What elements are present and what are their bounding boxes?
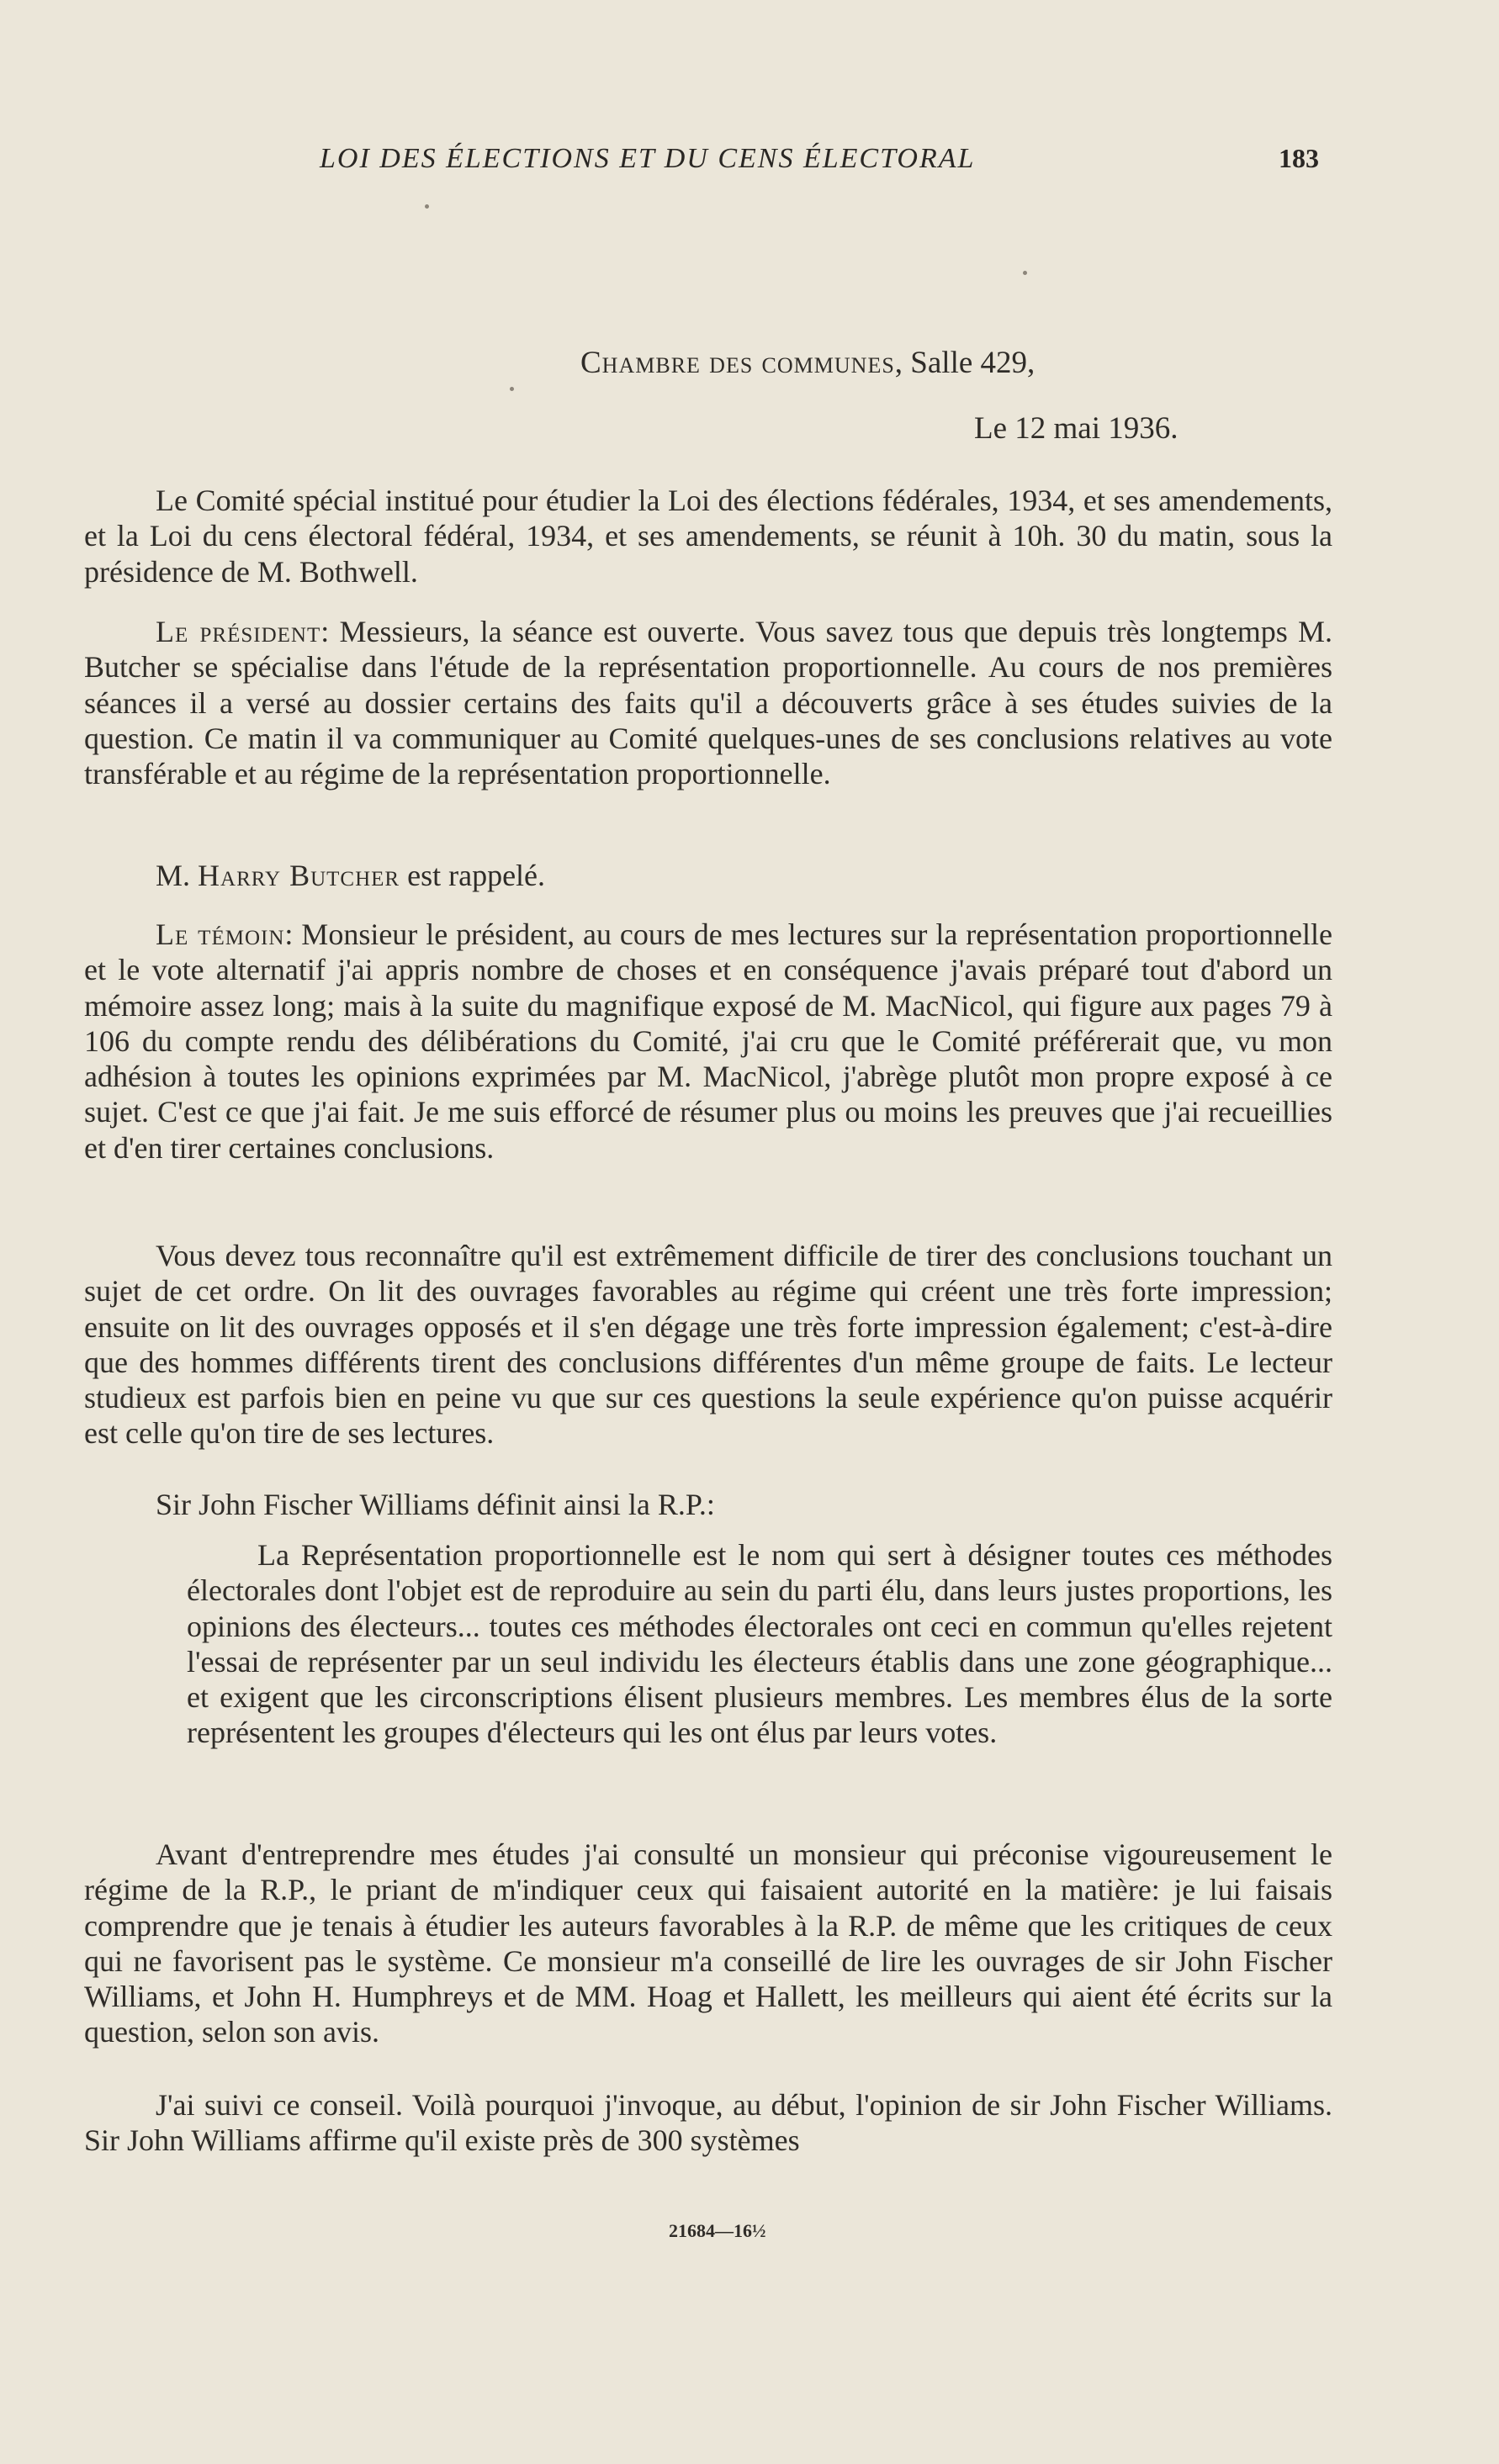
running-title: LOI DES ÉLECTIONS ET DU CENS ÉLECTORAL: [320, 143, 976, 174]
venue-room: , Salle 429,: [894, 346, 1036, 380]
meeting-venue: [580, 345, 1035, 381]
speaker-president: Le président: [156, 615, 321, 648]
witness-name: Harry Butcher: [198, 859, 400, 892]
witness-text: : Monsieur le président, au cours de mes lectures sur la représentation proportionnelle et le vote alternatif j'ai appris nombre de choses et en conséquence j'avais préparé tout d'abord un mémoire assez long; mais à la suite du magnifique exposé de M. MacNicol, qui figure aux pages 79 à 106 du compte rendu des délibérations du Comité, j'ai cru que le Comité préférerait que, vu mon adhésion à toutes les opinions exprimées par M. MacNicol, j'abrège plutôt mon propre exposé à ce sujet. C'est ce que j'ai fait. Je me suis efforcé de résumer plus ou moins les preuves que j'ai recueillies et d'en tirer certaines conclusions.: [84, 917, 1332, 1165]
opening-paragraph: Le Comité spécial institué pour étudier la Loi des élections fédérales, 1934, et ses amendements, et la Loi du cens électoral fédéral, 1934, et ses amendements, se réunit à 10h. 30 du matin, sous la présidence de M. Bothwell.: [84, 484, 1332, 589]
paragraph-difficulty: Vous devez tous reconnaître qu'il est extrêmement difficile de tirer des conclusions touchant un sujet de cet ordre. On lit des ouvrages favorables au régime qui créent une très forte impression; ensuite on lit des ouvrages opposés et il s'en dégage une très forte impression également; c'est-à-dire que des hommes différents tirent des conclusions différentes d'un même groupe de faits. Le lecteur studieux est parfois bien en peine vu que sur ces questions la seule expérience qu'on puisse acquérir est celle qu'on tire de ses lectures.: [84, 1239, 1332, 1451]
speaker-witness: Le témoin: [156, 917, 285, 951]
print-speck: [510, 387, 514, 391]
witness-recalled: [84, 858, 1332, 893]
president-statement: [84, 614, 1332, 791]
meeting-date: Le 12 mai 1936.: [974, 411, 1179, 446]
president-text: : Messieurs, la séance est ouverte. Vous savez tous que depuis très longtemps M. Butcher se spécialise dans l'étude de la représentation proportionnelle. Au cours de nos premières séances il a versé au dossier certains des faits qu'il a découverts grâce à ses études suivies de la question. Ce matin il va communiquer au Comité quelques-unes de ses conclusions relatives au vote transférable et au régime de la représentation proportionnelle.: [84, 615, 1332, 791]
paragraph-advice: J'ai suivi ce conseil. Voilà pourquoi j'invoque, au début, l'opinion de sir John Fischer Williams. Sir John Williams affirme qu'il existe près de 300 systèmes: [84, 2088, 1332, 2158]
paragraph-definition-intro: Sir John Fischer Williams définit ainsi la R.P.:: [156, 1488, 715, 1521]
print-speck: [425, 204, 429, 209]
block-quote: La Représentation proportionnelle est le nom qui sert à désigner toutes ces méthodes électorales dont l'objet est de reproduire au sein du parti élu, dans leurs justes proportions, les opinions des électeurs... toutes ces méthodes électorales ont ceci en commun qu'elles rejetent l'essai de représenter par un seul individu les électeurs établis dans une zone géographique... et exigent que les circonscriptions élisent plusieurs membres. Les membres élus de la sorte représentent les groupes d'électeurs qui les ont élus par leurs votes.: [187, 1538, 1332, 1750]
print-speck: [1023, 271, 1027, 275]
page-number: 183: [1279, 143, 1319, 173]
paragraph-consultation: Avant d'entreprendre mes études j'ai consulté un monsieur qui préconise vigoureusement le régime de la R.P., le priant de m'indiquer ceux qui faisaient autorité en la matière: je lui faisais comprendre que je tenais à étudier les auteurs favorables à la R.P. de même que les critiques de ceux qui ne favorisent pas le système. Ce monsieur m'a conseillé de lire les ouvrages de sir John Fischer Williams, et John H. Humphreys et de MM. Hoag et Hallett, les meilleurs qui aient été écrits sur la question, selon son avis.: [84, 1837, 1332, 2049]
witness-statement: [84, 917, 1332, 1166]
signature-code: 21684—16½: [669, 2220, 766, 2241]
venue-name: Chambre des communes: [580, 346, 895, 380]
witness-recalled-text: est rappelé.: [400, 859, 546, 892]
witness-prefix: M.: [156, 859, 199, 892]
